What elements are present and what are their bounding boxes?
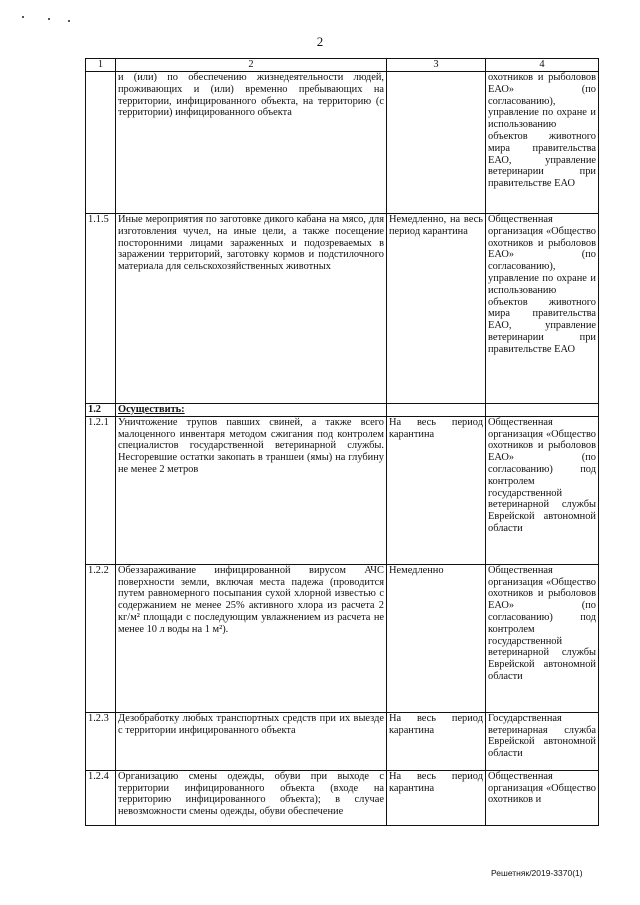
- row-term: На весь период карантина: [387, 416, 486, 564]
- row-measure: Уничтожение трупов павших свиней, а также всего малоценного инвентаря методом сжигания под контролем специалистов государственной ветеринарной службы. Несгоревшие остатки закопать в траншеи (ямы) на глубину не менее 2 метров: [116, 416, 387, 564]
- row-number: 1.2.2: [86, 564, 116, 712]
- row-number: 1.2.1: [86, 416, 116, 564]
- row-responsible: Общественная организация «Общество охотников и рыболовов ЕАО» (по согласованию) под контролем государственной ветеринарной службы Еврейской автономной области: [486, 416, 599, 564]
- row-responsible: охотников и рыболовов ЕАО» (по согласованию), управление по охране и использованию объектов животного мира правительства ЕАО, управление ветеринарии при правительстве ЕАО: [486, 72, 599, 214]
- scan-speck: [22, 16, 24, 18]
- row-number: 1.2: [86, 404, 116, 417]
- row-measure: и (или) по обеспечению жизнедеятельности людей, проживающих и (или) временно пребывающих на территории, инфицированного объекта, на территорию (с территории) инфицированного объекта: [116, 72, 387, 214]
- header-cell: 3: [387, 59, 486, 72]
- measures-table: [85, 58, 599, 826]
- table-header-row: [86, 59, 599, 72]
- table-row: [86, 416, 599, 564]
- scan-speck: [68, 20, 70, 22]
- table-row: [86, 404, 599, 417]
- row-term: Немедленно: [387, 564, 486, 712]
- row-measure: Организацию смены одежды, обуви при выходе с территории инфицированного объекта (входе на территорию инфицированного объекта); в случае невозможности смены одежды, обуви обеспечение: [116, 770, 387, 825]
- row-responsible: Общественная организация «Общество охотников и рыболовов ЕАО» (по согласованию) под контролем государственной ветеринарной службы Еврейской автономной области: [486, 564, 599, 712]
- row-number: 1.2.4: [86, 770, 116, 825]
- row-measure: Осуществить:: [116, 404, 387, 417]
- scan-speck: [48, 18, 50, 20]
- header-cell: 4: [486, 59, 599, 72]
- row-measure: Обеззараживание инфицированной вирусом АЧС поверхности земли, включая места падежа (проводится путем равномерного посыпания сухой хлорной известью с содержанием не менее 25% активного хлора из расчета 2 кг/м² площади с последующим увлажнением из расчета не менее 10 л воды на 1 м²).: [116, 564, 387, 712]
- row-term: [387, 72, 486, 214]
- table-row: [86, 72, 599, 214]
- table-row: [86, 770, 599, 825]
- page-number: 2: [316, 34, 324, 49]
- row-term: [387, 404, 486, 417]
- row-term: Немедленно, на весь период карантина: [387, 214, 486, 404]
- row-measure: Дезобработку любых транспортных средств при их выезде с территории инфицированного объекта: [116, 712, 387, 770]
- row-measure: Иные мероприятия по заготовке дикого кабана на мясо, для изготовления чучел, на иные цели, а также посещение посторонними лицами зараженных и подозреваемых в заражении территорий, заготовку кормов и подстилочного материала для сельскохозяйственных животных: [116, 214, 387, 404]
- row-term: На весь период карантина: [387, 712, 486, 770]
- row-responsible: [486, 404, 599, 417]
- row-number: 1.2.3: [86, 712, 116, 770]
- row-number: 1.1.5: [86, 214, 116, 404]
- document-footer: Решетняк/2019-3370(1): [491, 868, 583, 878]
- row-term: На весь период карантина: [387, 770, 486, 825]
- table-row: [86, 214, 599, 404]
- table-row: [86, 564, 599, 712]
- row-responsible: Государственная ветеринарная служба Еврейской автономной области: [486, 712, 599, 770]
- row-responsible: Общественная организация «Общество охотников и рыболовов ЕАО» (по согласованию), управление по охране и использованию объектов животного мира правительства ЕАО, управление ветеринарии при правительстве ЕАО: [486, 214, 599, 404]
- row-responsible: Общественная организация «Общество охотников и: [486, 770, 599, 825]
- row-number: [86, 72, 116, 214]
- header-cell: 2: [116, 59, 387, 72]
- header-cell: 1: [86, 59, 116, 72]
- table-row: [86, 712, 599, 770]
